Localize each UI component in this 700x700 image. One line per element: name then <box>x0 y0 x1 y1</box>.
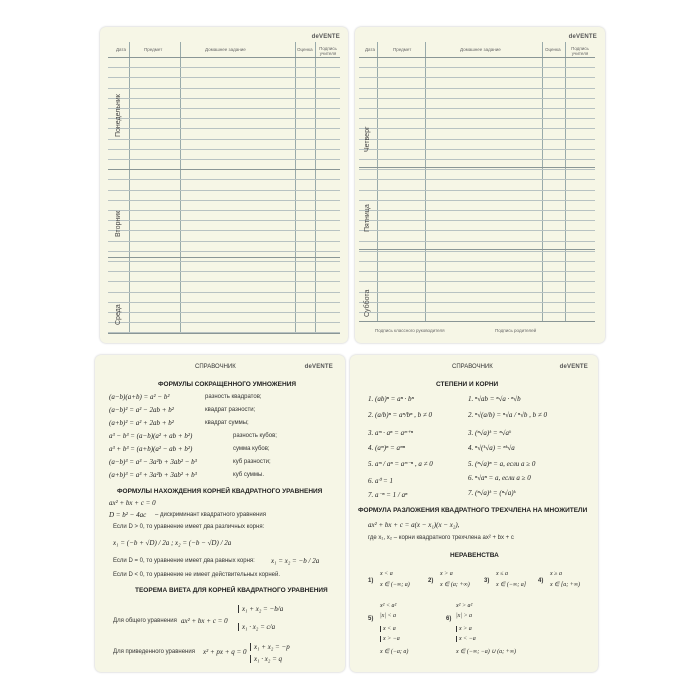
day-separator <box>359 249 595 250</box>
formula-name: квадрат суммы; <box>205 420 249 426</box>
ineq-solution: x ∈ (a; +∞) <box>440 582 470 588</box>
ineq-line: x > a <box>456 626 472 632</box>
ruled-line <box>108 312 340 313</box>
header-date: Дата <box>365 47 375 52</box>
ruled-line <box>359 67 595 68</box>
ineq-solution: x ∈ [a; +∞) <box>550 582 581 588</box>
ineq-condition: x ≤ a <box>496 571 508 577</box>
ruled-line <box>108 322 340 323</box>
formula-expr: (a−b)(a+b) = a² − b² <box>109 393 170 401</box>
discriminant-text: – дискриминант квадратного уравнения <box>155 512 266 518</box>
formula-expr: (a+b)³ = a³ + 3a²b + 3ab² + b³ <box>109 471 197 479</box>
root-rule: 6. ⁿ√aⁿ = a, если a ≥ 0 <box>468 474 531 482</box>
vieta-general-product: x₁ · x₂ = c/a <box>238 623 275 631</box>
ruled-line <box>359 302 595 303</box>
header-homework: Домашнее задание <box>460 47 501 52</box>
power-rule: 6. a⁰ = 1 <box>368 477 394 485</box>
roots-formula: x₁ = (−b + √D) / 2a ; x₂ = (−b − √D) / 2a <box>113 539 232 547</box>
case-zero-text: Если D = 0, то уравнение имеет два равных корня: <box>113 558 255 564</box>
reference-page-left <box>95 355 345 672</box>
ruled-line <box>359 77 595 78</box>
ruled-line <box>359 241 595 242</box>
ruled-line <box>359 88 595 89</box>
brand-logo: deVENTE <box>311 34 340 40</box>
ineq-line: |x| > a <box>456 613 473 619</box>
power-rule: 2. (a/b)ⁿ = aⁿ/bⁿ , b ≠ 0 <box>368 411 432 419</box>
vieta-reduced-product: x₁ · x₂ = q <box>250 655 282 663</box>
footer-teacher-signature: Подпись классного руководителя <box>375 328 445 333</box>
day-separator <box>108 333 340 334</box>
header-signature: Подпись учителя <box>319 46 337 56</box>
ineq-line: |x| < a <box>380 613 397 619</box>
ruled-line <box>359 118 595 119</box>
header-signature: Подпись учителя <box>571 46 589 56</box>
ruled-line <box>359 149 595 150</box>
power-rule: 5. aᵐ / aⁿ = aᵐ⁻ⁿ , a ≠ 0 <box>368 460 433 468</box>
power-rule: 3. aᵐ · aⁿ = aᵐ⁺ⁿ <box>368 429 413 437</box>
ruled-line <box>359 179 595 180</box>
reference-label: СПРАВОЧНИК <box>452 364 493 370</box>
header-subject: Предмет <box>144 47 163 52</box>
formula-expr: a³ − b³ = (a−b)(a² + ab + b²) <box>109 432 193 440</box>
col-divider <box>425 42 426 322</box>
ineq-condition: x > a <box>440 571 453 577</box>
day-label-tuesday: Вторник <box>115 210 122 237</box>
day-separator <box>359 57 595 58</box>
vieta-general-text: Для общего уравнения <box>113 618 177 624</box>
factoring-text: где x₁, x₂ – корни квадратного трехчлена ax² + bx + c <box>368 535 514 541</box>
ruled-line <box>108 67 340 68</box>
ineq-line: x² < a² <box>380 603 397 609</box>
ruled-line <box>108 302 340 303</box>
formula-name: разность кубов; <box>233 433 277 439</box>
ruled-line <box>359 220 595 221</box>
formula-name: куб суммы. <box>233 472 265 478</box>
ineq-line: x ∈ (−a; a) <box>380 649 409 655</box>
ruled-line <box>359 98 595 99</box>
header-homework: Домашнее задание <box>205 47 246 52</box>
ineq-line: x < a <box>380 626 396 632</box>
section-title-factoring: ФОРМУЛА РАЗЛОЖЕНИЯ КВАДРАТНОГО ТРЕХЧЛЕНА НА МНОЖИТЕЛИ <box>358 507 588 514</box>
case-negative-text: Если D < 0, то уравнение не имеет действительных корней. <box>113 572 281 578</box>
ruled-line <box>108 251 340 252</box>
header-grade: Оценка <box>545 47 561 52</box>
ruled-line <box>108 118 340 119</box>
ruled-line <box>359 210 595 211</box>
ruled-line <box>359 200 595 201</box>
ruled-line <box>359 261 595 262</box>
col-divider <box>315 42 316 333</box>
ruled-line <box>359 230 595 231</box>
section-title-inequalities: НЕРАВЕНСТВА <box>450 552 499 559</box>
col-divider <box>180 42 181 333</box>
vieta-reduced-text: Для приведенного уравнения <box>113 649 195 655</box>
ruled-line <box>359 169 595 170</box>
ruled-line <box>359 292 595 293</box>
col-divider <box>377 42 378 322</box>
header-date: Дата <box>116 47 126 52</box>
ruled-line <box>108 281 340 282</box>
ruled-line <box>108 230 340 231</box>
day-separator <box>359 167 595 168</box>
ruled-line <box>108 200 340 201</box>
ruled-line <box>359 108 595 109</box>
ineq-number: 5) <box>368 616 374 622</box>
header-grade: Оценка <box>297 47 313 52</box>
formula-name: куб разности; <box>233 459 271 465</box>
ruled-line <box>108 261 340 262</box>
ruled-line <box>359 281 595 282</box>
section-title-powers: СТЕПЕНИ И КОРНИ <box>436 381 499 388</box>
ruled-line <box>108 271 340 272</box>
power-rule: 7. a⁻ⁿ = 1 / aⁿ <box>368 491 408 499</box>
root-rule: 2. ⁿ√(a/b) = ⁿ√a / ⁿ√b , b ≠ 0 <box>468 411 548 419</box>
ruled-line <box>108 190 340 191</box>
brand-logo: deVENTE <box>559 364 588 370</box>
ruled-line <box>108 108 340 109</box>
ruled-line <box>108 88 340 89</box>
root-rule: 5. (ⁿ√a)ⁿ = a, если a ≥ 0 <box>468 460 536 468</box>
ineq-solution: x ∈ (−∞; a) <box>380 582 410 588</box>
section-title-multiplication: ФОРМУЛЫ СОКРАЩЕННОГО УМНОЖЕНИЯ <box>158 381 297 388</box>
ruled-line <box>359 271 595 272</box>
header-subject: Предмет <box>393 47 412 52</box>
vieta-reduced-sum: x₁ + x₂ = −p <box>250 643 290 651</box>
day-label-wednesday: Среда <box>115 304 122 325</box>
ruled-line <box>108 210 340 211</box>
root-rule: 7. (ⁿ√a)ᵏ = (ⁿ√a)ᵏ <box>468 489 516 497</box>
ineq-condition: x < a <box>380 571 393 577</box>
formula-expr: a³ + b³ = (a+b)(a² − ab + b²) <box>109 445 193 453</box>
day-label-thursday: Четверг <box>364 126 371 152</box>
formula-name: квадрат разности; <box>205 407 256 413</box>
col-divider <box>565 42 566 322</box>
brand-logo: deVENTE <box>568 34 597 40</box>
day-label-monday: Понедельник <box>115 94 122 137</box>
ineq-number: 3) <box>484 578 490 584</box>
formula-name: разность квадратов; <box>205 394 262 400</box>
ineq-condition: x ≥ a <box>550 571 562 577</box>
vieta-reduced-eq: x² + px + q = 0 <box>203 648 247 656</box>
ruled-line <box>108 159 340 160</box>
ruled-line <box>108 128 340 129</box>
ruled-line <box>108 292 340 293</box>
root-rule: 1. ⁿ√ab = ⁿ√a · ⁿ√b <box>468 395 521 403</box>
ruled-line <box>359 159 595 160</box>
ineq-line: x > −a <box>380 636 400 642</box>
discriminant-formula: D = b² − 4ac <box>109 511 147 519</box>
formula-expr: (a+b)² = a² + 2ab + b² <box>109 419 174 427</box>
section-title-quadratic: ФОРМУЛЫ НАХОЖДЕНИЯ КОРНЕЙ КВАДРАТНОГО УРАВНЕНИЯ <box>117 488 323 495</box>
ruled-line <box>108 241 340 242</box>
vieta-general-eq: ax² + bx + c = 0 <box>181 617 228 625</box>
ineq-solution: x ∈ (−∞; a] <box>496 582 527 588</box>
ruled-line <box>359 139 595 140</box>
ruled-line <box>359 190 595 191</box>
schedule-page-right <box>355 27 605 343</box>
schedule-page-left <box>100 27 348 343</box>
reference-page-right <box>350 355 598 672</box>
ineq-number: 2) <box>428 578 434 584</box>
ruled-line <box>108 139 340 140</box>
ruled-line <box>359 312 595 313</box>
col-divider <box>129 42 130 333</box>
formula-expr: (a−b)³ = a³ − 3a²b + 3ab² − b³ <box>109 458 197 466</box>
day-label-saturday: Суббота <box>364 289 371 317</box>
ineq-line: x < −a <box>456 636 476 642</box>
factoring-formula: ax² + bx + c = a(x − x₁)(x − x₂), <box>368 521 460 529</box>
day-separator <box>108 169 340 170</box>
formula-expr: (a−b)² = a² − 2ab + b² <box>109 406 174 414</box>
brand-logo: deVENTE <box>304 364 333 370</box>
day-separator <box>108 257 340 258</box>
section-title-vieta: ТЕОРЕМА ВИЕТА ДЛЯ КОРНЕЙ КВАДРАТНОГО УРАВНЕНИЯ <box>135 587 328 594</box>
ruled-line <box>359 251 595 252</box>
root-rule: 3. (ⁿ√a)ᵏ = ⁿ√aᵏ <box>468 429 511 437</box>
ineq-number: 4) <box>538 578 544 584</box>
ineq-number: 6) <box>446 616 452 622</box>
ineq-line: x² > a² <box>456 603 473 609</box>
power-rule: 4. (aᵐ)ⁿ = aᵐⁿ <box>368 444 406 452</box>
ruled-line <box>359 128 595 129</box>
ineq-line: x ∈ (−∞; −a) ∪ (a; +∞) <box>456 649 516 655</box>
col-divider <box>295 42 296 333</box>
ruled-line <box>108 220 340 221</box>
case-zero-formula: x₁ = x₂ = −b / 2a <box>271 557 320 565</box>
ruled-line <box>108 77 340 78</box>
ruled-line <box>108 98 340 99</box>
ruled-line <box>108 149 340 150</box>
ruled-line <box>108 179 340 180</box>
ineq-number: 1) <box>368 578 374 584</box>
reference-label: СПРАВОЧНИК <box>195 364 236 370</box>
day-separator <box>108 57 340 58</box>
formula-name: сумма кубов; <box>233 446 270 452</box>
root-rule: 4. ⁿ√(ᵏ√a) = ⁿᵏ√a <box>468 444 515 452</box>
power-rule: 1. (ab)ⁿ = aⁿ · bⁿ <box>368 395 414 403</box>
case-positive-text: Если D > 0, то уравнение имеет два различных корня: <box>113 524 265 530</box>
day-label-friday: Пятница <box>364 204 371 232</box>
vieta-general-sum: x₁ + x₂ = −b/a <box>238 605 283 613</box>
day-separator <box>359 321 595 322</box>
col-divider <box>542 42 543 322</box>
footer-parent-signature: Подпись родителей <box>495 328 537 333</box>
quadratic-equation: ax² + bx + c = 0 <box>109 499 156 507</box>
